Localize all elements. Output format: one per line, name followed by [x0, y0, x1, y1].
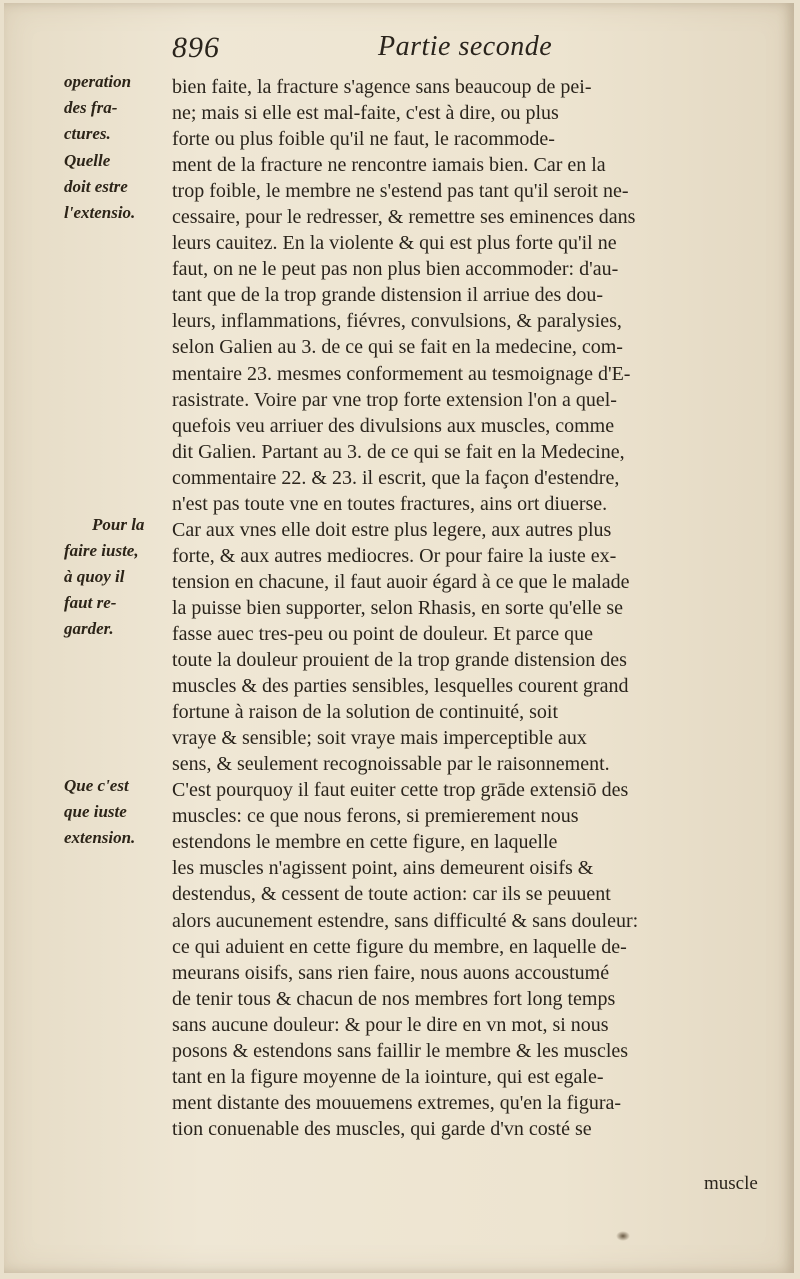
text-line: C'est pourquoy il faut euiter cette trop grāde extensiō des: [172, 779, 629, 802]
body-text: [172, 74, 766, 1142]
marginal-note-line: Pour la: [92, 515, 145, 534]
page-number: 896: [172, 31, 220, 64]
text-line: quefois veu arriuer des divulsions aux muscles, comme: [172, 414, 615, 437]
marginal-note: [64, 148, 170, 226]
text-line: vraye & sensible; soit vraye mais imperceptible aux: [172, 727, 587, 750]
marginal-note: [64, 512, 170, 642]
marginal-note-line: à quoy il: [64, 567, 125, 586]
text-line: de tenir tous & chacun de nos membres fort long temps: [172, 987, 616, 1010]
marginal-note-line: l'extensio.: [64, 203, 136, 222]
marginal-note-line: Quelle: [64, 151, 111, 170]
marginal-note-line: doit estre: [64, 177, 128, 196]
text-line: faut, on ne le peut pas non plus bien accommoder: d'au-: [172, 258, 619, 281]
text-line: commentaire 22. & 23. il escrit, que la façon d'estendre,: [172, 466, 620, 489]
text-line: leurs cauitez. En la violente & qui est plus forte qu'il ne: [172, 232, 617, 255]
text-line: toute la douleur prouient de la trop grande distension des: [172, 649, 627, 672]
text-line: ment de la fracture ne rencontre iamais bien. Car en la: [172, 154, 606, 177]
text-line: la puisse bien supporter, selon Rhasis, en sorte qu'elle se: [172, 596, 624, 619]
marginal-note-line: Que c'est: [64, 776, 129, 795]
text-line: muscles: ce que nous ferons, si premierement nous: [172, 805, 579, 828]
text-line: fasse auec tres-peu ou point de douleur. Et parce que: [172, 622, 593, 645]
text-line: estendons le membre en cette figure, en laquelle: [172, 831, 558, 854]
text-line: cessaire, pour le redresser, & remettre ses eminences dans: [172, 206, 636, 229]
text-line: bien faite, la fracture s'agence sans beaucoup de pei-: [172, 76, 592, 98]
text-line: tant que de la trop grande distension il arriue des dou-: [172, 284, 603, 307]
book-page: [4, 3, 794, 1273]
text-line: sens, & seulement recognoissable par le raisonnement.: [172, 753, 610, 776]
running-head: Partie seconde: [378, 31, 553, 62]
text-line: sans aucune douleur: & pour le dire en vn mot, si nous: [172, 1013, 609, 1036]
marginal-note-line: des fra-: [64, 98, 118, 117]
text-line: meurans oisifs, sans rien faire, nous auons accoustumé: [172, 961, 610, 984]
text-line: leurs, inflammations, fiévres, convulsions, & paralysies,: [172, 310, 622, 333]
text-line: ce qui aduient en cette figure du membre, en laquelle de-: [172, 935, 627, 958]
text-line: tion conuenable des muscles, qui garde d'vn costé se: [172, 1117, 592, 1140]
marginal-note-line: que iuste: [64, 802, 127, 821]
text-line: Car aux vnes elle doit estre plus legere, aux autres plus: [172, 518, 612, 541]
marginal-note: [64, 773, 170, 851]
text-line: muscles & des parties sensibles, lesquelles courent grand: [172, 675, 629, 698]
text-line: tension en chacune, il faut auoir égard à ce que le malade: [172, 570, 630, 593]
text-line: alors aucunement estendre, sans difficulté & sans douleur:: [172, 909, 639, 932]
page-header: [172, 31, 592, 67]
text-line: posons & estendons sans faillir le membre & les muscles: [172, 1039, 629, 1062]
marginal-note-line: faut re-: [64, 593, 117, 612]
text-line: trop foible, le membre ne s'estend pas tant qu'il seroit ne-: [172, 180, 629, 203]
text-line: destendus, & cessent de toute action: car ils se peuuent: [172, 883, 611, 906]
marginal-note-line: operation: [64, 72, 132, 91]
marginal-note-line: faire iuste,: [64, 541, 139, 560]
text-line: les muscles n'agissent point, ains demeurent oisifs &: [172, 857, 594, 880]
text-line: n'est pas toute vne en toutes fractures, ains ort diuerse.: [172, 492, 608, 515]
marginal-note-line: ctures.: [64, 124, 111, 143]
text-line: ment distante des mouuemens extremes, qu'en la figura-: [172, 1091, 622, 1114]
catchword: muscle: [704, 1173, 758, 1194]
text-line: selon Galien au 3. de ce qui se fait en la medecine, com-: [172, 336, 623, 359]
text-line: forte ou plus foible qu'il ne faut, le racommode-: [172, 128, 555, 151]
marginal-note-line: extension.: [64, 828, 136, 847]
text-line: tant en la figure moyenne de la iointure, qui est egale-: [172, 1065, 604, 1088]
text-line: fortune à raison de la solution de continuité, soit: [172, 701, 559, 724]
marginal-note: [64, 69, 170, 147]
ink-smudge: [616, 1231, 630, 1241]
text-line: rasistrate. Voire par vne trop forte extension l'on a quel-: [172, 388, 617, 411]
text-line: forte, & aux autres mediocres. Or pour faire la iuste ex-: [172, 544, 617, 567]
text-line: mentaire 23. mesmes conformement au tesmoignage d'E-: [172, 362, 631, 385]
text-line: ne; mais si elle est mal-faite, c'est à dire, ou plus: [172, 102, 559, 125]
text-line: dit Galien. Partant au 3. de ce qui se fait en la Medecine,: [172, 440, 625, 463]
marginal-note-line: garder.: [64, 619, 114, 638]
